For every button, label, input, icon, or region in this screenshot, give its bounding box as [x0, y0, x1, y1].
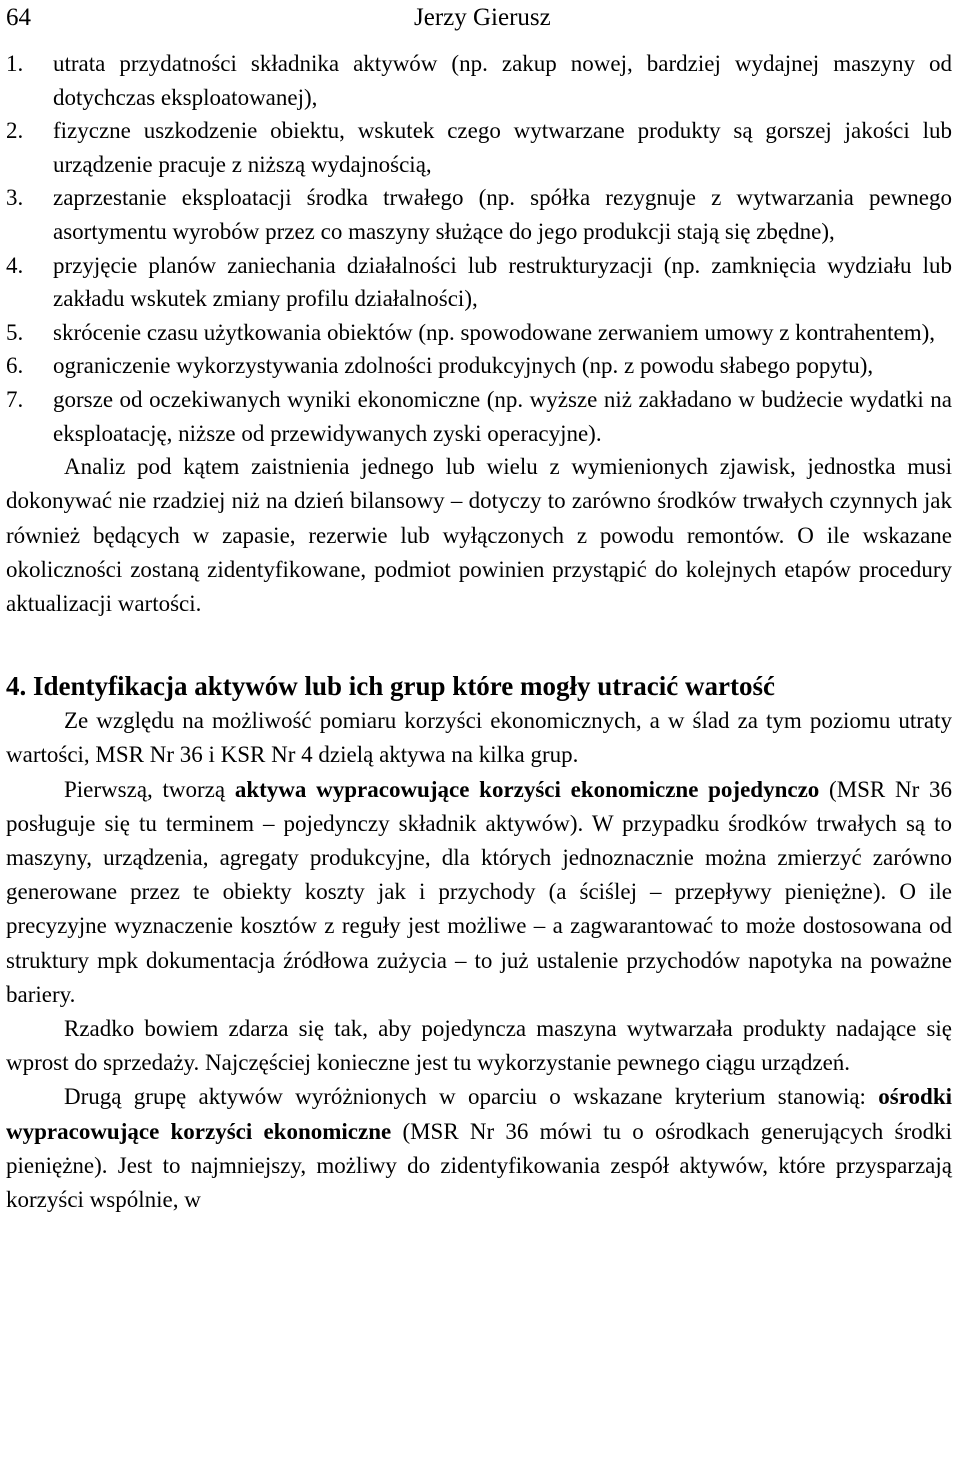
section-paragraph-3: Rzadko bowiem zdarza się tak, aby pojedyncza maszyna wytwarzała produkty nadające się wprost do sprzedaży. Najczęściej konieczne jest tu wykorzystanie pewnego ciągu urządzeń. — [6, 1015, 952, 1076]
section-heading: 4. Identyfikacja aktywów lub ich grup które mogły utracić wartość — [6, 671, 775, 702]
section-4 — [6, 668, 952, 1217]
list-item-text: zaprzestanie eksploatacji środka trwałego (np. spółka rezygnuje z wytwarzania pewnego asortymentu wyrobów przez co maszyny służące do jego produkcji stają się zbędne), — [53, 185, 952, 244]
bold-term-cash-generating-units: ośrodki wypracowujące korzyści ekonomiczne — [6, 1084, 952, 1144]
list-item — [6, 181, 952, 248]
section-paragraph-4 — [6, 1080, 952, 1217]
list-item — [6, 383, 952, 450]
list-item-number: 3. — [6, 185, 24, 211]
list-item-number: 2. — [6, 118, 24, 144]
impairment-indicators-list — [6, 47, 952, 450]
list-item-number: 6. — [6, 353, 24, 379]
document-page — [6, 0, 952, 1479]
paragraph-text: (MSR Nr 36 mówi tu o ośrodkach generujących środki pieniężne). Jest to najmniejszy, możliwy do zidentyfikowania zespół aktywów, które przysparzają korzyści wspólnie, w — [6, 1118, 952, 1212]
running-head-author: Jerzy Gierusz — [414, 4, 551, 31]
list-item-number: 5. — [6, 319, 24, 345]
list-item — [6, 349, 952, 383]
list-item — [6, 47, 952, 114]
list-item-text: utrata przydatności składnika aktywów (np. zakup nowej, bardziej wydajnej maszyny od dotychczas eksploatowanej), — [53, 51, 952, 110]
list-item-text: skrócenie czasu użytkowania obiektów (np. spowodowane zerwaniem umowy z kontrahentem), — [53, 319, 936, 345]
analysis-paragraph: Analiz pod kątem zaistnienia jednego lub wielu z wymienionych zjawisk, jednostka musi dokonywać nie rzadziej niż na dzień bilansowy – dotyczy to zarówno środków trwałych czynnych jak również będących w zapasie, rezerwie lub wyłączonych z powodu remontów. O ile wskazane okoliczności zostaną zidentyfikowane, podmiot powinien przystąpić do kolejnych etapów procedury aktualizacji wartości. — [6, 454, 952, 616]
page-number: 64 — [6, 4, 31, 31]
list-item-text: ograniczenie wykorzystywania zdolności produkcyjnych (np. z powodu słabego popytu), — [53, 353, 874, 379]
list-item-text: fizyczne uszkodzenie obiektu, wskutek czego wytwarzane produkty są gorszej jakości lub urządzenie pracuje z niższą wydajnością, — [53, 118, 952, 177]
list-item-number: 4. — [6, 252, 24, 278]
list-item-text: przyjęcie planów zaniechania działalności lub restrukturyzacji (np. zamknięcia wydziału lub zakładu wskutek zmiany profilu działalności), — [53, 252, 952, 312]
bold-term-single-assets: aktywa wypracowujące korzyści ekonomiczne pojedynczo — [234, 776, 820, 802]
section-paragraph-2 — [6, 773, 952, 1012]
section-paragraph-1: Ze względu na możliwość pomiaru korzyści ekonomicznych, a w ślad za tym poziomu utraty wartości, MSR Nr 36 i KSR Nr 4 dzielą aktywa na kilka grup. — [6, 708, 952, 768]
paragraph-text: Pierwszą, tworzą — [64, 776, 235, 802]
list-item — [6, 114, 952, 181]
list-item-number: 7. — [6, 386, 24, 412]
paragraph-text: Drugą grupę aktywów wyróżnionych w oparciu o wskazane kryterium stanowią: — [64, 1084, 879, 1110]
list-item — [6, 249, 952, 316]
list-item — [6, 316, 952, 350]
page-header — [6, 0, 952, 36]
list-item-number: 1. — [6, 51, 24, 76]
paragraph-text: (MSR Nr 36 posługuje się tu terminem – pojedynczy składnik aktywów). W przypadku środków trwałych są to maszyny, urządzenia, agregaty produkcyjne, dla których jednoznacznie można zmierzyć zarówno generowane przez te obiekty koszty jak i przychody (a ściślej – przepływy pieniężne). O ile precyzyjne wyznaczenie kosztów z reguły jest możliwe – a zagwarantować to może dostosowana od struktury mpk dokumentacja źródłowa zużycia – to już ustalenie przychodów napotyka na poważne bariery. — [6, 776, 953, 1007]
list-item-text: gorsze od oczekiwanych wyniki ekonomiczne (np. wyższe niż zakładano w budżecie wydatki na eksploatację, niższe od przewidywanych zyski operacyjne). — [53, 386, 952, 446]
